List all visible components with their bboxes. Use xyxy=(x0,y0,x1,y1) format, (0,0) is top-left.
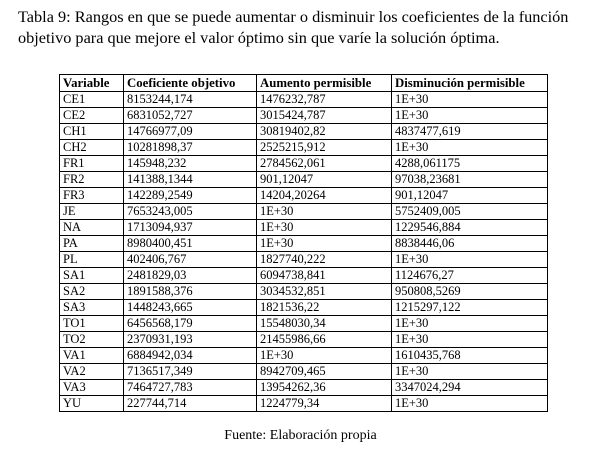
header-objective-coefficient: Coeficiente objetivo xyxy=(124,75,257,92)
cell-allowable-decrease: 4837477,619 xyxy=(392,124,548,140)
cell-objective-coefficient: 6831052,727 xyxy=(124,108,257,124)
header-allowable-increase: Aumento permisible xyxy=(257,75,392,92)
cell-objective-coefficient: 8980400,451 xyxy=(124,236,257,252)
table-row xyxy=(60,380,548,396)
table-row xyxy=(60,172,548,188)
cell-objective-coefficient: 1713094,937 xyxy=(124,220,257,236)
cell-variable: NA xyxy=(60,220,124,236)
cell-allowable-decrease: 1E+30 xyxy=(392,140,548,156)
table-row xyxy=(60,236,548,252)
cell-allowable-decrease: 1E+30 xyxy=(392,396,548,412)
cell-objective-coefficient: 10281898,37 xyxy=(124,140,257,156)
cell-allowable-decrease: 4288,061175 xyxy=(392,156,548,172)
cell-allowable-increase: 3015424,787 xyxy=(257,108,392,124)
cell-variable: PA xyxy=(60,236,124,252)
table-row xyxy=(60,364,548,380)
cell-allowable-increase: 1827740,222 xyxy=(257,252,392,268)
cell-allowable-increase: 1476232,787 xyxy=(257,92,392,108)
table-row xyxy=(60,332,548,348)
cell-allowable-decrease: 1E+30 xyxy=(392,364,548,380)
table-row xyxy=(60,348,548,364)
cell-variable: FR1 xyxy=(60,156,124,172)
cell-objective-coefficient: 14766977,09 xyxy=(124,124,257,140)
sensitivity-table xyxy=(59,74,548,412)
table-header-row xyxy=(60,75,548,92)
cell-variable: TO2 xyxy=(60,332,124,348)
cell-allowable-decrease: 3347024,294 xyxy=(392,380,548,396)
cell-objective-coefficient: 6456568,179 xyxy=(124,316,257,332)
cell-allowable-decrease: 1E+30 xyxy=(392,316,548,332)
cell-objective-coefficient: 6884942,034 xyxy=(124,348,257,364)
table-row xyxy=(60,220,548,236)
cell-allowable-decrease: 97038,23681 xyxy=(392,172,548,188)
cell-allowable-increase: 15548030,34 xyxy=(257,316,392,332)
cell-allowable-increase: 2784562,061 xyxy=(257,156,392,172)
cell-allowable-decrease: 1124676,27 xyxy=(392,268,548,284)
source-note: Fuente: Elaboración propia xyxy=(224,428,377,443)
table-row xyxy=(60,188,548,204)
cell-allowable-increase: 901,12047 xyxy=(257,172,392,188)
cell-variable: PL xyxy=(60,252,124,268)
cell-allowable-increase: 13954262,36 xyxy=(257,380,392,396)
cell-variable: CE1 xyxy=(60,92,124,108)
header-variable: Variable xyxy=(60,75,124,92)
table-row xyxy=(60,284,548,300)
cell-allowable-increase: 1821536,22 xyxy=(257,300,392,316)
cell-objective-coefficient: 7136517,349 xyxy=(124,364,257,380)
cell-variable: TO1 xyxy=(60,316,124,332)
cell-variable: VA2 xyxy=(60,364,124,380)
cell-allowable-decrease: 1229546,884 xyxy=(392,220,548,236)
cell-allowable-decrease: 1215297,122 xyxy=(392,300,548,316)
table-row xyxy=(60,252,548,268)
cell-objective-coefficient: 2370931,193 xyxy=(124,332,257,348)
cell-allowable-increase: 30819402,82 xyxy=(257,124,392,140)
cell-variable: YU xyxy=(60,396,124,412)
cell-allowable-decrease: 950808,5269 xyxy=(392,284,548,300)
cell-variable: FR3 xyxy=(60,188,124,204)
cell-allowable-increase: 1E+30 xyxy=(257,220,392,236)
cell-allowable-increase: 1E+30 xyxy=(257,348,392,364)
cell-allowable-increase: 1E+30 xyxy=(257,236,392,252)
cell-allowable-decrease: 8838446,06 xyxy=(392,236,548,252)
cell-allowable-increase: 3034532,851 xyxy=(257,284,392,300)
table-row xyxy=(60,108,548,124)
cell-objective-coefficient: 142289,2549 xyxy=(124,188,257,204)
cell-allowable-increase: 8942709,465 xyxy=(257,364,392,380)
cell-variable: CE2 xyxy=(60,108,124,124)
cell-allowable-decrease: 1E+30 xyxy=(392,252,548,268)
table-row xyxy=(60,300,548,316)
cell-allowable-increase: 14204,20264 xyxy=(257,188,392,204)
cell-allowable-decrease: 901,12047 xyxy=(392,188,548,204)
cell-allowable-decrease: 1E+30 xyxy=(392,108,548,124)
cell-allowable-decrease: 1610435,768 xyxy=(392,348,548,364)
cell-variable: VA1 xyxy=(60,348,124,364)
cell-variable: CH1 xyxy=(60,124,124,140)
cell-objective-coefficient: 141388,1344 xyxy=(124,172,257,188)
cell-variable: FR2 xyxy=(60,172,124,188)
cell-allowable-increase: 1224779,34 xyxy=(257,396,392,412)
cell-objective-coefficient: 7464727,783 xyxy=(124,380,257,396)
header-allowable-decrease: Disminución permisible xyxy=(392,75,548,92)
cell-objective-coefficient: 7653243,005 xyxy=(124,204,257,220)
cell-objective-coefficient: 402406,767 xyxy=(124,252,257,268)
cell-objective-coefficient: 8153244,174 xyxy=(124,92,257,108)
table-row xyxy=(60,268,548,284)
cell-variable: SA2 xyxy=(60,284,124,300)
cell-allowable-decrease: 5752409,005 xyxy=(392,204,548,220)
cell-objective-coefficient: 1891588,376 xyxy=(124,284,257,300)
table-row xyxy=(60,124,548,140)
table-row xyxy=(60,204,548,220)
cell-variable: JE xyxy=(60,204,124,220)
cell-objective-coefficient: 227744,714 xyxy=(124,396,257,412)
cell-allowable-increase: 1E+30 xyxy=(257,204,392,220)
cell-allowable-decrease: 1E+30 xyxy=(392,92,548,108)
table-row xyxy=(60,316,548,332)
cell-variable: CH2 xyxy=(60,140,124,156)
table-row xyxy=(60,140,548,156)
cell-objective-coefficient: 145948,232 xyxy=(124,156,257,172)
cell-allowable-increase: 2525215,912 xyxy=(257,140,392,156)
table-body xyxy=(60,92,548,412)
cell-allowable-increase: 21455986,66 xyxy=(257,332,392,348)
table-row xyxy=(60,156,548,172)
cell-variable: SA1 xyxy=(60,268,124,284)
cell-variable: SA3 xyxy=(60,300,124,316)
cell-objective-coefficient: 2481829,03 xyxy=(124,268,257,284)
table-row xyxy=(60,396,548,412)
table-caption: Tabla 9: Rangos en que se puede aumentar o disminuir los coeficientes de la función objetivo para que mejore el valor óptimo sin que varíe la solución óptima. xyxy=(18,7,569,47)
cell-objective-coefficient: 1448243,665 xyxy=(124,300,257,316)
cell-allowable-increase: 6094738,841 xyxy=(257,268,392,284)
table-row xyxy=(60,92,548,108)
cell-allowable-decrease: 1E+30 xyxy=(392,332,548,348)
cell-variable: VA3 xyxy=(60,380,124,396)
